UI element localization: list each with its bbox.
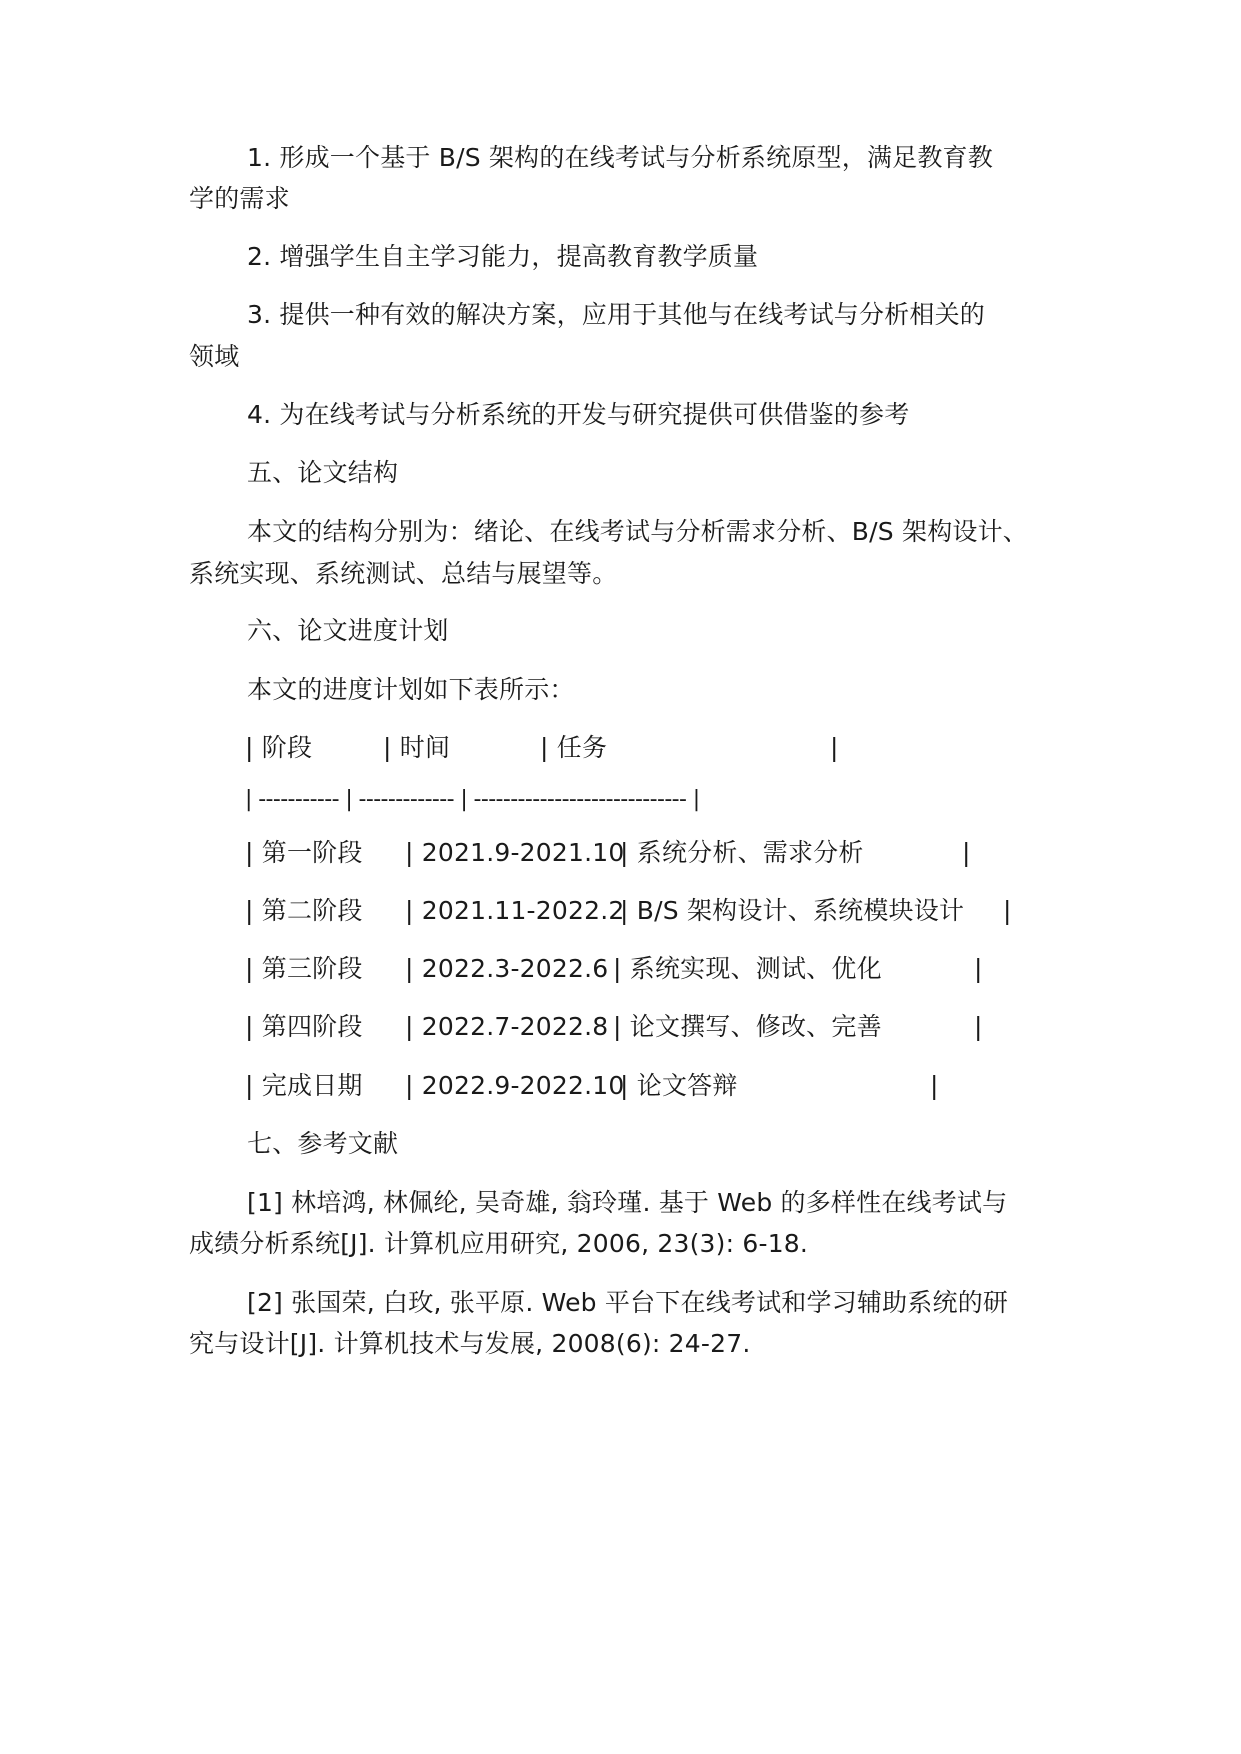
table-cell-end: | xyxy=(962,838,971,867)
reference-2-line-1: [2] 张国荣, 白玫, 张平原. Web 平台下在线考试和学习辅助系统的研 xyxy=(247,1288,1009,1317)
section-5-body-line-2: 系统实现、系统测试、总结与展望等。 xyxy=(189,559,618,588)
goal-2: 2. 增强学生自主学习能力，提高教育教学质量 xyxy=(247,242,759,271)
table-cell-stage: | 第三阶段 xyxy=(245,954,363,983)
section-6-heading: 六、论文进度计划 xyxy=(247,616,449,645)
table-cell-time: | 2022.9-2022.10 xyxy=(405,1071,625,1100)
table-header-task: | 任务 xyxy=(540,733,608,762)
table-cell-stage: | 第二阶段 xyxy=(245,896,363,925)
section-5-body-line-1: 本文的结构分别为：绪论、在线考试与分析需求分析、B/S 架构设计、 xyxy=(247,517,1028,546)
table-cell-end: | xyxy=(930,1071,939,1100)
goal-1-line-1: 1. 形成一个基于 B/S 架构的在线考试与分析系统原型，满足教育教 xyxy=(247,143,993,172)
reference-1-line-2: 成绩分析系统[J]. 计算机应用研究, 2006, 23(3): 6-18. xyxy=(189,1229,809,1258)
table-cell-task: | 论文答辩 xyxy=(620,1071,738,1100)
table-cell-task: | B/S 架构设计、系统模块设计 xyxy=(620,896,965,925)
section-5-heading: 五、论文结构 xyxy=(247,458,399,487)
goal-3-line-2: 领域 xyxy=(189,342,240,371)
table-cell-task: | 系统分析、需求分析 xyxy=(620,838,864,867)
reference-2-line-2: 究与设计[J]. 计算机技术与发展, 2008(6): 24-27. xyxy=(189,1329,751,1358)
goal-1-line-2: 学的需求 xyxy=(189,184,290,213)
table-separator: | ----------- | ------------- | ----------------------------- | xyxy=(245,787,700,812)
section-6-intro: 本文的进度计划如下表所示： xyxy=(247,675,575,704)
table-cell-task: | 系统实现、测试、优化 xyxy=(613,954,882,983)
table-header-time: | 时间 xyxy=(383,733,451,762)
table-cell-stage: | 第一阶段 xyxy=(245,838,363,867)
goal-3-line-1: 3. 提供一种有效的解决方案，应用于其他与在线考试与分析相关的 xyxy=(247,300,986,329)
reference-1-line-1: [1] 林培鸿, 林佩纶, 吴奇雄, 翁玲瑾. 基于 Web 的多样性在线考试与 xyxy=(247,1188,1008,1217)
table-header-stage: | 阶段 xyxy=(245,733,313,762)
table-cell-end: | xyxy=(1003,896,1012,925)
goal-4: 4. 为在线考试与分析系统的开发与研究提供可供借鉴的参考 xyxy=(247,400,910,429)
table-cell-time: | 2022.3-2022.6 xyxy=(405,954,609,983)
table-cell-end: | xyxy=(974,954,983,983)
section-7-heading: 七、参考文献 xyxy=(247,1129,399,1158)
table-cell-stage: | 完成日期 xyxy=(245,1071,363,1100)
table-cell-time: | 2021.9-2021.10 xyxy=(405,838,625,867)
table-cell-task: | 论文撰写、修改、完善 xyxy=(613,1012,882,1041)
table-header-end: | xyxy=(830,733,839,762)
table-cell-time: | 2021.11-2022.2 xyxy=(405,896,625,925)
table-cell-time: | 2022.7-2022.8 xyxy=(405,1012,609,1041)
table-cell-stage: | 第四阶段 xyxy=(245,1012,363,1041)
table-cell-end: | xyxy=(974,1012,983,1041)
